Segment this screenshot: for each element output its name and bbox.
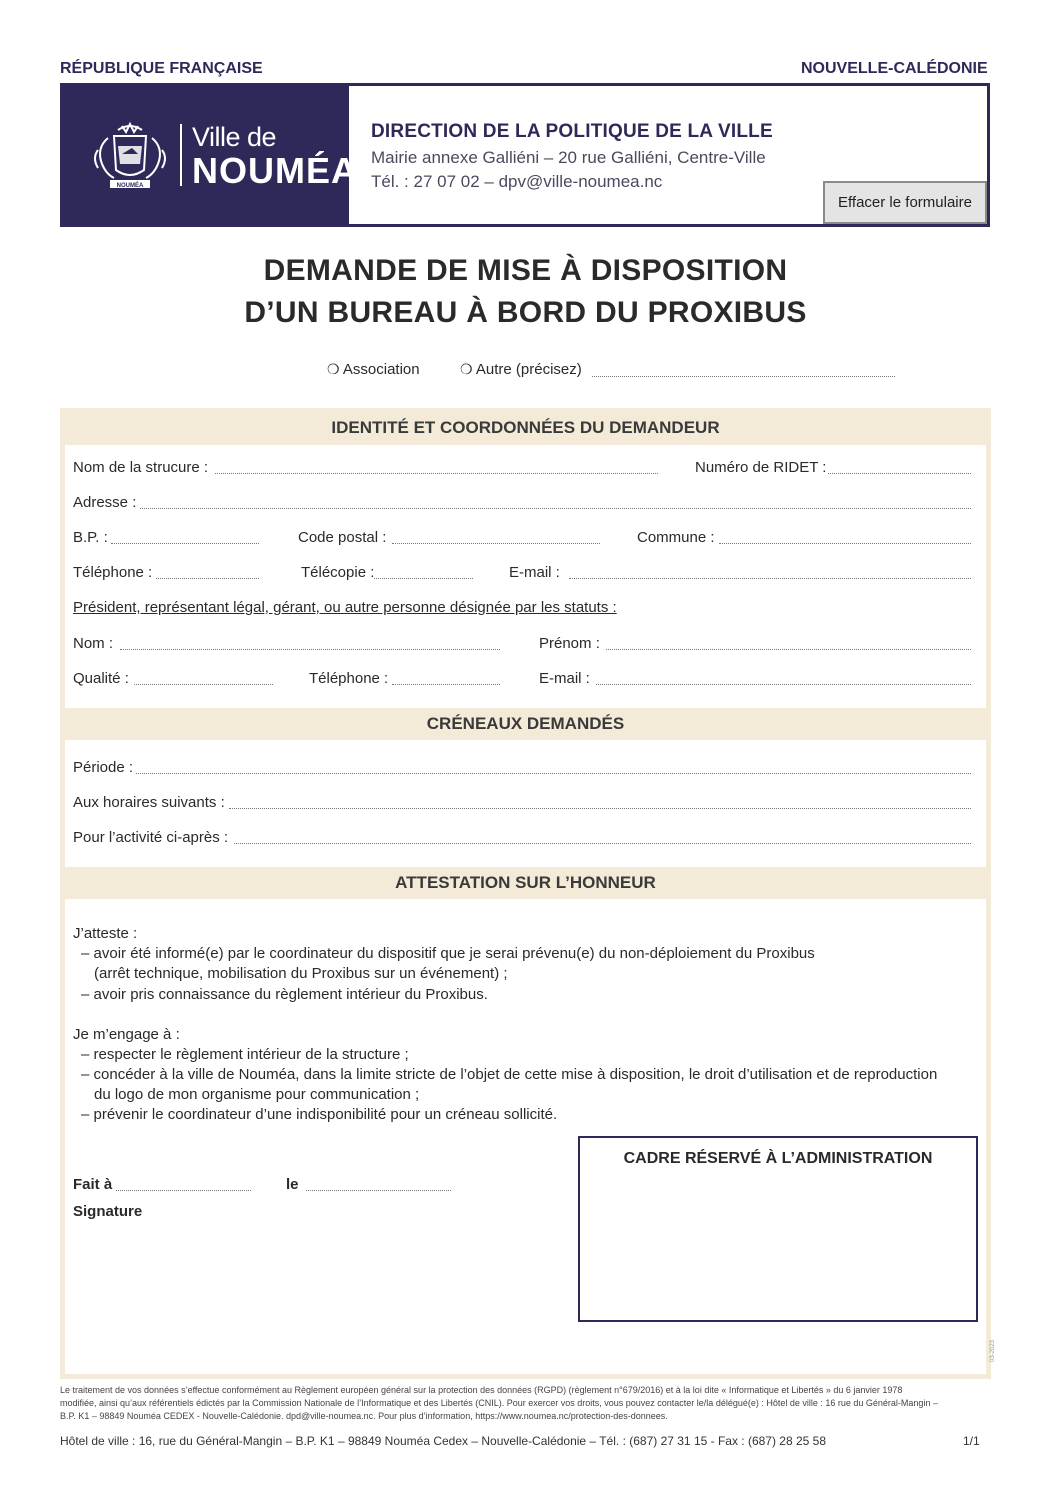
commune-field[interactable] [719, 543, 971, 544]
address-field[interactable] [140, 508, 971, 509]
footer-address: Hôtel de ville : 16, rue du Général-Mangin – B.P. K1 – 98849 Nouméa Cedex – Nouvelle-Calédonie – Tél. : (687) 27 31 15 - Fax : (687) 28 25 58 [60, 1434, 827, 1448]
page-title-line1: DEMANDE DE MISE À DISPOSITION [263, 254, 788, 287]
phone-label: Téléphone : [73, 564, 153, 581]
association-label: Association [342, 361, 420, 378]
name-label: Nom : [73, 635, 114, 652]
region-label: NOUVELLE-CALÉDONIE [801, 60, 988, 77]
firstname-field[interactable] [606, 649, 971, 650]
name-field[interactable] [120, 649, 500, 650]
bp-label: B.P. : [73, 529, 108, 546]
seal-text: NOUMÉA [116, 183, 144, 189]
engage-item-2b: du logo de mon organisme pour communication ; [94, 1086, 420, 1103]
clear-form-button[interactable]: Effacer le formulaire [823, 181, 987, 224]
direction-contact: Tél. : 27 07 02 – dpv@ville-noumea.nc [371, 172, 663, 191]
autre-option[interactable] [460, 361, 582, 378]
quality-field[interactable] [134, 684, 273, 685]
page-title-line2: D’UN BUREAU À BORD DU PROXIBUS [244, 296, 807, 329]
period-label: Période : [73, 759, 134, 776]
autre-field[interactable] [592, 376, 895, 377]
quality-label: Qualité : [73, 670, 129, 687]
radio-autre-icon[interactable]: ❍ [460, 361, 473, 377]
autre-label: Autre (précisez) [475, 361, 582, 378]
hours-label: Aux horaires suivants : [73, 794, 225, 811]
fait-a-label: Fait à [73, 1176, 113, 1193]
hours-field[interactable] [229, 808, 971, 809]
postal-code-field[interactable] [392, 543, 600, 544]
rgpd-line-1: Le traitement de vos données s’effectue conformément au Règlement européen général sur la protection des données (RGPD) (règlement n°679/2016) et à la loi dite « Informatique et Libertés » du 6 janvier 1978 [60, 1385, 903, 1395]
period-field[interactable] [136, 773, 971, 774]
logo-ville-de: Ville de [192, 122, 277, 152]
phone2-field[interactable] [392, 684, 500, 685]
identity-section-title: IDENTITÉ ET COORDONNÉES DU DEMANDEUR [331, 418, 720, 437]
fax-label: Télécopie : [301, 564, 375, 581]
atteste-heading: J’atteste : [73, 925, 138, 942]
email-label: E-mail : [509, 564, 560, 581]
ridet-label: Numéro de RIDET : [695, 459, 827, 476]
radio-association-icon[interactable]: ❍ [327, 361, 340, 377]
date-label: le [286, 1176, 299, 1193]
republique-label: RÉPUBLIQUE FRANÇAISE [60, 60, 263, 77]
ridet-field[interactable] [828, 473, 971, 474]
rgpd-line-3: B.P. K1 – 98849 Nouméa CEDEX - Nouvelle-Calédonie. dpd@ville-noumea.nc. Pour plus d’information, https://www.noumea.nc/protection-des-donnees. [60, 1411, 668, 1421]
signature-label: Signature [73, 1203, 143, 1220]
logo-noumea: NOUMÉA [192, 150, 358, 191]
president-label: Président, représentant légal, gérant, ou autre personne désignée par les statuts : [73, 599, 617, 616]
rgpd-notice [60, 1384, 995, 1423]
atteste-item-1b: (arrêt technique, mobilisation du Proxibus sur un événement) ; [94, 965, 508, 982]
association-option[interactable] [327, 361, 420, 378]
email2-field[interactable] [596, 684, 971, 685]
firstname-label: Prénom : [539, 635, 600, 652]
phone-field[interactable] [156, 578, 259, 579]
page-number: 1/1 [963, 1434, 980, 1448]
bp-field[interactable] [111, 543, 259, 544]
engage-item-2: – concéder à la ville de Nouméa, dans la limite stricte de l’objet de cette mise à disposition, le droit d’utilisation et de reproduction [81, 1066, 938, 1083]
direction-title: DIRECTION DE LA POLITIQUE DE LA VILLE [371, 121, 773, 142]
admin-box-title: CADRE RÉSERVÉ À L’ADMINISTRATION [623, 1150, 933, 1167]
structure-name-field[interactable] [215, 473, 658, 474]
direction-address: Mairie annexe Galliéni – 20 rue Galliéni, Centre-Ville [371, 148, 766, 167]
date-field[interactable] [306, 1190, 451, 1191]
fait-a-field[interactable] [116, 1190, 251, 1191]
phone2-label: Téléphone : [309, 670, 389, 687]
structure-name-label: Nom de la strucure : [73, 459, 209, 476]
address-label: Adresse : [73, 494, 137, 511]
rgpd-line-2: modifiée, ainsi qu’aux référentiels édictés par la Commission Nationale de l’Informatique et des Libertés (CNIL). Pour exercer vos droits, vous pouvez contacter le/la délégué(e) : Hôtel de ville : 16 rue du Général-Mangin – [60, 1398, 938, 1408]
postal-code-label: Code postal : [298, 529, 387, 546]
atteste-item-2: – avoir pris connaissance du règlement intérieur du Proxibus. [81, 986, 488, 1003]
commune-label: Commune : [637, 529, 715, 546]
form-code: 03-2023 [990, 1339, 996, 1362]
email2-label: E-mail : [539, 670, 590, 687]
email-field[interactable] [569, 578, 971, 579]
engage-item-1: – respecter le règlement intérieur de la structure ; [81, 1046, 409, 1063]
city-seal-icon [88, 120, 172, 190]
atteste-item-1: – avoir été informé(e) par le coordinateur du dispositif que je serai prévenu(e) du non-déploiement du Proxibus [81, 945, 815, 962]
engage-heading: Je m’engage à : [73, 1026, 180, 1043]
creneaux-section-title: CRÉNEAUX DEMANDÉS [426, 714, 625, 733]
attestation-section-title: ATTESTATION SUR L’HONNEUR [395, 873, 656, 892]
activity-field[interactable] [234, 843, 971, 844]
engage-item-3: – prévenir le coordinateur d’une indisponibilité pour un créneau sollicité. [81, 1106, 558, 1123]
activity-label: Pour l’activité ci-après : [73, 829, 229, 846]
logo-divider [180, 124, 182, 186]
fax-field[interactable] [374, 578, 473, 579]
